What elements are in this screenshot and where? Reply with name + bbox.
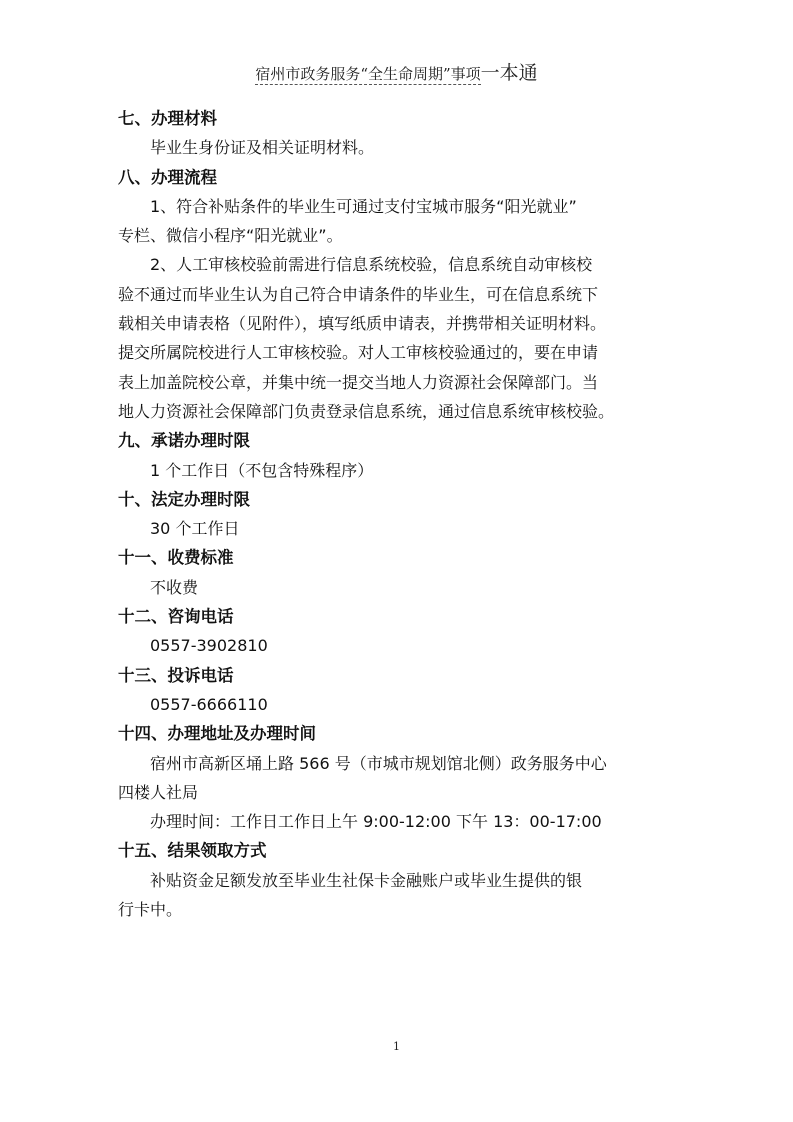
section-heading-complaint-phone: 十三、投诉电话 [118,665,234,685]
document-body [118,104,683,924]
result-line: 行卡中。 [118,900,183,920]
fees-text: 不收费 [150,577,199,597]
process-step2-line: 载相关申请表格（见附件），填写纸质申请表，并携带相关证明材料。 [118,314,607,334]
complaint-phone-number: 0557-6666110 [150,694,268,714]
section-heading-consult-phone: 十二、咨询电话 [118,607,234,627]
section-heading-result: 十五、结果领取方式 [118,841,267,861]
section-heading-legal-time: 十、法定办理时限 [118,489,250,509]
page-header [0,62,793,85]
header-title: 宿州市政务服务“全生命周期”事项 [255,65,481,83]
result-line: 补贴资金足额发放至毕业生社保卡金融账户或毕业生提供的银 [150,870,583,890]
process-step2-line: 验不通过而毕业生认为自己符合申请条件的毕业生，可在信息系统下 [118,284,599,304]
consult-phone-number: 0557-3902810 [150,636,268,656]
office-hours: 办理时间：工作日工作日上午 9:00-12:00 下午 13：00-17:00 [150,812,602,832]
section-heading-address: 十四、办理地址及办理时间 [118,724,316,744]
process-step2-line: 表上加盖院校公章，并集中统一提交当地人力资源社会保障部门。当 [118,372,599,392]
header-suffix: 一本通 [480,62,538,84]
address-line: 四楼人社局 [118,782,199,802]
process-step2-line: 提交所属院校进行人工审核校验。对人工审核校验通过的，要在申请 [118,343,599,363]
section-heading-promised-time: 九、承诺办理时限 [118,431,250,451]
section-heading-process: 八、办理流程 [118,167,217,187]
legal-time-text: 30 个工作日 [150,519,240,539]
materials-text: 毕业生身份证及相关证明材料。 [150,138,375,158]
process-step2-line: 地人力资源社会保障部门负责登录信息系统，通过信息系统审核校验。 [118,401,615,421]
page-number: 1 [393,1040,400,1053]
section-heading-materials: 七、办理材料 [118,109,217,128]
process-step1-line: 1、符合补贴条件的毕业生可通过支付宝城市服务“阳光就业” [150,196,577,216]
process-step1-line: 专栏、微信小程序“阳光就业”。 [118,226,343,246]
section-heading-fees: 十一、收费标准 [118,548,234,568]
promised-time-text: 1 个工作日（不包含特殊程序） [150,460,374,480]
address-line: 宿州市高新区埇上路 566 号（市城市规划馆北侧）政务服务中心 [150,753,607,773]
process-step2-line: 2、人工审核校验前需进行信息系统校验，信息系统自动审核校 [150,255,593,275]
